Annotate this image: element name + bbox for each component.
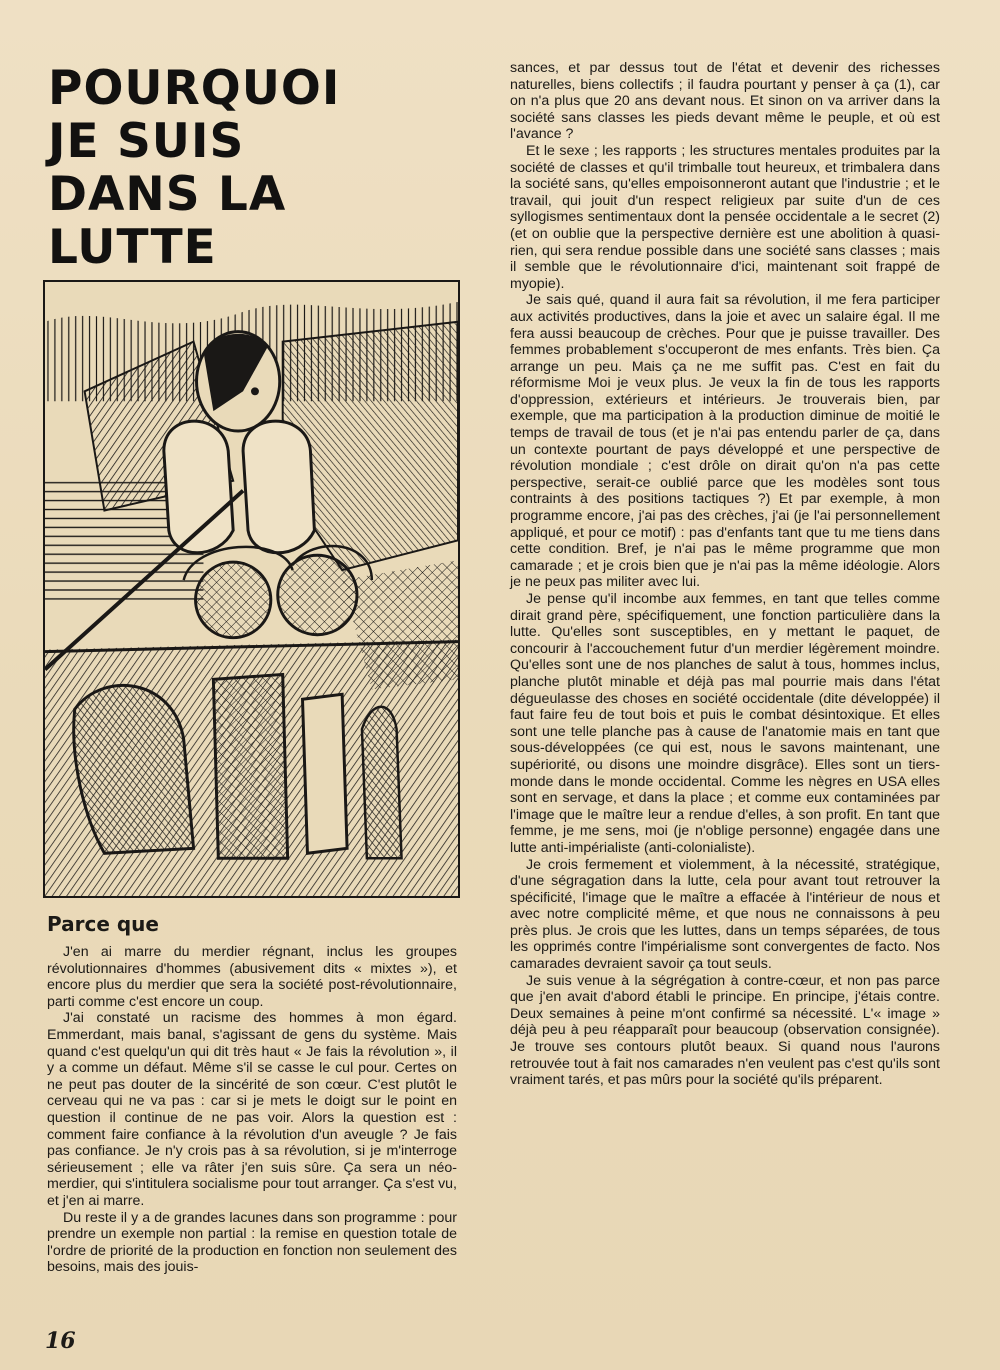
section-subheading: Parce que	[47, 912, 159, 936]
paragraph: Je suis venue à la ségrégation à contre-cœur, et non pas parce que j'en avait d'abord établi le principe. En principe, j'étais contre. Deux semaines à peine m'ont confirmé sa nécessité. L'« image » déjà peu à peu réapparaît pour beaucoup (observation consignée). Je trouve ses contours plutôt beaux. Si quand nous l'aurons retrouvée tout à fait nos camarades n'en veulent pas c'est qu'ils sont vraiment tarés, et pas mûrs pour la société qu'ils préparent.	[510, 972, 940, 1089]
left-text-column	[47, 944, 457, 1276]
title-line: JE SUIS	[48, 114, 245, 169]
paragraph: Du reste il y a de grandes lacunes dans son programme : pour prendre un exemple non partial : la remise en question totale de l'ordre de priorité de la production en fonction non seulement des besoins, mais des jouis-	[47, 1209, 457, 1276]
paragraph: sances, et par dessus tout de l'état et devenir des richesses naturelles, biens collectifs ; il faudra pourtant y penser à ça (1), car on n'a plus que 20 ans devant nous. Et sinon on va arriver dans la société sans classes les pieds devant même le peuple, et où est l'avance ?	[510, 60, 940, 143]
paragraph: Et le sexe ; les rapports ; les structures mentales produites par la société de classes et qu'il trimballe tout heureux, et trimbalera dans la société sans, qu'elles empoisonneront autant que l'industrie ; et le travail, qui jouit d'un respect religieux par suite d'un de ces syllogismes sentimentaux dont la pensée occidentale a le secret (2) (et on oublie que la perspective dernière est une abolition à quasi-rien, qui sera rendue possible dans une société sans classes ; mais il semble que le révolutionnaire d'ici, maintenant soit frappé de myopie).	[510, 142, 940, 292]
ink-drawing-illustration	[43, 280, 460, 898]
paragraph: Je pense qu'il incombe aux femmes, en tant que telles comme dirait grand père, spécifiquement, une fonction particulière dans la lutte. Qu'elles sont susceptibles, en y mettant le paquet, de concourir à l'accouchement futur d'un merdier légèrement moindre. Qu'elles sont une de nos planches de salut à tous, hommes inclus, planche plutôt minable et déjà pas mal pourrie mais dans l'état dégueulasse des choses en société occidentale (dite développée) il faut faire feu de tout bois et puis le combat désintoxique. Et elles sont une telle planche pas à cause de l'anatomie mais en tant que sous-développées (ce qui est, nous le savons maintenant, une supériorité, ou disons une moindre disgrâce). Elles sont un tiers-monde dans le monde occidental. Comme les nègres en USA elles sont en servage, et dans la place ; et comme eux contaminées par l'image que le maître leur a rendue d'elles, à son profit. En tant que femme, je me sens, moi (je n'oblige personne) engagée dans une lutte anti-impérialiste (anti-colonialiste).	[510, 591, 940, 856]
drawing-svg	[45, 282, 458, 896]
title-line: DANS LA LUTTE	[48, 167, 287, 275]
title-line: POURQUOI	[48, 61, 341, 116]
right-text-column	[510, 60, 940, 1089]
paragraph: J'en ai marre du merdier régnant, inclus les groupes révolutionnaires d'hommes (abusivement dits « mixtes »), et encore plus du merdier que sera la société post-révolutionnaire, parti comme c'est encore un coup.	[47, 944, 457, 1010]
paragraph: Je sais qué, quand il aura fait sa révolution, il me fera participer aux activités productives, dans la joie et avec un salaire égal. Il me fera aussi beaucoup de crèches. Pour que je puisse travailler. Des femmes probablement s'occuperont de mes enfants. Très bien. Ça arrange un peu. Mais ça ne me suffit pas. C'est en fait du réformisme Moi je veux plus. Je veux la fin de tous les rapports d'oppression, extérieurs et intérieurs. Je trouverais bien, par exemple, que ma participation à la production diminue de moitié le temps de travail de tous (et je n'ai pas entendu parler de ça, dans un contexte pourtant de pays développé et une perspective de révolution mondiale ; c'est drôle on dirait qu'on n'a pas cette perspective, serait-ce oublié parce que les modèles sont tous contraints à des positions tactiques ?) Et par exemple, à mon programme encore, j'ai pas des crèches, j'ai (je l'ai personnellement appliqué, et pour ce motif) : pas d'enfants tant que tu me tiens dans cette condition. Bref, je n'ai pas le même programme que mon camarade ; et je crois bien que je n'ai pas la même idéologie. Alors je ne peux pas militer avec lui.	[510, 292, 940, 591]
paragraph: Je crois fermement et violemment, à la nécessité, stratégique, d'une ségragation dans la lutte, cela pour avant tout retrouver la spécificité, l'image que le maître a effacée à l'intérieur de nous et avec notre complicité même, et que nous ne connaissons à peu près plus. Je crois que les luttes, dans un temps séparées, de tous les opprimés contre l'impérialisme sont convergentes de facto. Nos camarades devraient savoir ça tout seuls.	[510, 856, 940, 973]
page-number: 16	[45, 1328, 76, 1354]
paragraph: J'ai constaté un racisme des hommes à mon égard. Emmerdant, mais banal, s'agissant de gens du système. Mais quand c'est quelqu'un qui dit très haut « Je fais la révolution », il y a comme un défaut. Même s'il se casse le cul pour. Certes on ne peut pas douter de la sincérité de son cœur. C'est plutôt le cerveau qui ne va pas : car si je mets le doigt sur le point en question il continue de ne pas voir. Alors la question est : comment faire confiance à la révolution d'un aveugle ? Je fais pas confiance. Je n'y crois pas à sa révolution, si je m'interroge sérieusement ; elle va râter j'en suis sûre. Ça sera un néo-merdier, qui s'intitulera socialisme pour tout arranger. Ça s'est vu, et j'en ai marre.	[47, 1010, 457, 1209]
